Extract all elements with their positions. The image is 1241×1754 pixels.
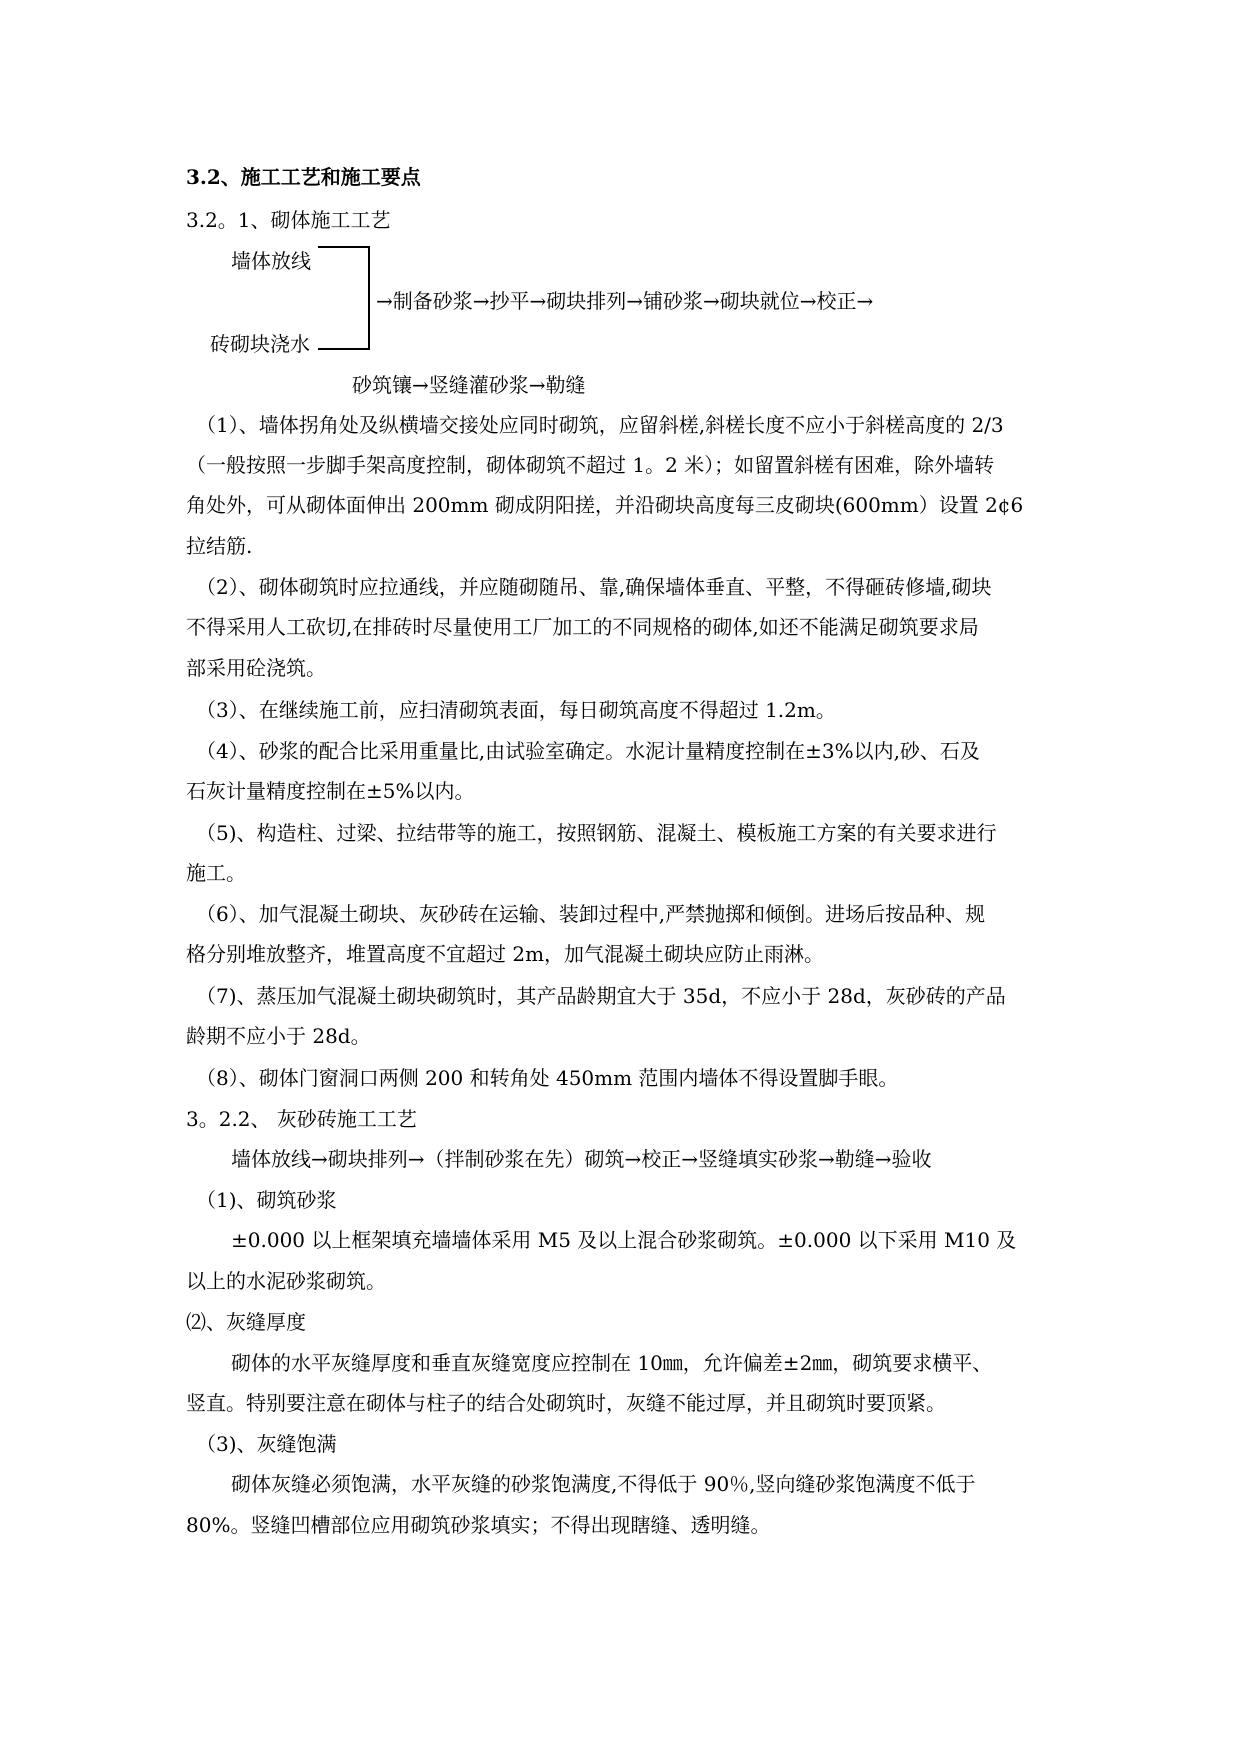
- item2-1-body-line1: ±0.000 以上框架填充墙墙体采用 M5 及以上混合砂浆砌筑。±0.000 以下采用 M10 及: [231, 1228, 1017, 1252]
- item6-line1: （6）、加气混凝土砌块、灰砂砖在运输、装卸过程中,严禁抛掷和倾倒。进场后按品种、规: [196, 902, 986, 926]
- item2-3-title: （3)、灰缝饱满: [196, 1432, 337, 1456]
- item1-line1: （1）、墙体拐角处及纵横墙交接处应同时砌筑，应留斜槎,斜槎长度不应小于斜槎高度的 2/3: [196, 413, 1004, 437]
- item3-line1: （3）、在继续施工前，应扫清砌筑表面，每日砌筑高度不得超过 1.2m。: [196, 698, 836, 722]
- item2-3-body-line1: 砌体灰缝必须饱满，水平灰缝的砂浆饱满度,不得低于 90％,竖向缝砂浆饱满度不低于: [231, 1472, 976, 1496]
- item2-line2: 不得采用人工砍切,在排砖时尽量使用工厂加工的不同规格的砌体,如还不能满足砌筑要求局: [186, 615, 979, 639]
- flow-bracket: [318, 246, 370, 350]
- item1-line4: 拉结筋.: [186, 534, 253, 558]
- item1-line2: （一般按照一步脚手架高度控制，砌体砌筑不超过 1。2 米）；如留置斜槎有困难，除外墙转: [186, 453, 995, 477]
- item5-line1: （5)、构造柱、过梁、拉结带等的施工，按照钢筋、混凝土、模板施工方案的有关要求进行: [196, 821, 997, 845]
- subsection-heading-1: 3.2。1、砌体施工工艺: [186, 208, 391, 232]
- item7-line1: （7)、蒸压加气混凝土砌块砌筑时，其产品龄期宜大于 35d，不应小于 28d，灰砂砖的产品: [196, 984, 1006, 1008]
- item5-line2: 施工。: [186, 861, 246, 885]
- item2-line1: （2）、砌体砌筑时应拉通线，并应随砌随吊、靠,确保墙体垂直、平整，不得砸砖修墙,砌块: [196, 575, 992, 599]
- item2-1-title: （1)、砌筑砂浆: [196, 1188, 337, 1212]
- item8-line1: （8）、砌体门窗洞口两侧 200 和转角处 450mm 范围内墙体不得设置脚手眼。: [196, 1066, 899, 1090]
- item2-3-body-line2: 80%。竖缝凹槽部位应用砌筑砂浆填实；不得出现瞎缝、透明缝。: [186, 1513, 771, 1537]
- flow-input-b: 砖砌块浇水: [210, 332, 310, 356]
- item2-1-body-line2: 以上的水泥砂浆砌筑。: [186, 1269, 386, 1293]
- item7-line2: 龄期不应小于 28d。: [186, 1024, 371, 1048]
- flow-chain: →制备砂浆→抄平→砌块排列→铺砂浆→砌块就位→校正→: [376, 289, 874, 313]
- item4-line1: （4）、砂浆的配合比采用重量比,由试验室确定。水泥计量精度控制在±3%以内,砂、石及: [196, 739, 980, 763]
- item6-line2: 格分别堆放整齐，堆置高度不宜超过 2m，加气混凝土砌块应防止雨淋。: [186, 942, 825, 966]
- flow2-chain: 墙体放线→砌块排列→（拌制砂浆在先）砌筑→校正→竖缝填实砂浆→勒缝→验收: [231, 1147, 932, 1171]
- flow-chain-continued: 砂筑镶→竖缝灌砂浆→勒缝: [352, 373, 586, 397]
- item2-line3: 部采用砼浇筑。: [186, 656, 326, 680]
- subsection-heading-2: 3。2.2、 灰砂砖施工工艺: [186, 1107, 417, 1131]
- item2-2-title: ⑵、灰缝厚度: [186, 1310, 306, 1334]
- section-heading: 3.2、施工工艺和施工要点: [186, 165, 421, 189]
- item2-2-body-line1: 砌体的水平灰缝厚度和垂直灰缝宽度应控制在 10㎜，允许偏差±2㎜，砌筑要求横平、: [231, 1351, 993, 1375]
- item2-2-body-line2: 竖直。特别要注意在砌体与柱子的结合处砌筑时，灰缝不能过厚，并且砌筑时要顶紧。: [186, 1391, 946, 1415]
- item4-line2: 石灰计量精度控制在±5%以内。: [186, 779, 475, 803]
- flow-input-a: 墙体放线: [231, 249, 311, 273]
- item1-line3: 角处外，可从砌体面伸出 200mm 砌成阴阳搓，并沿砌块高度每三皮砌块(600mm）设置 2¢6: [186, 493, 1024, 517]
